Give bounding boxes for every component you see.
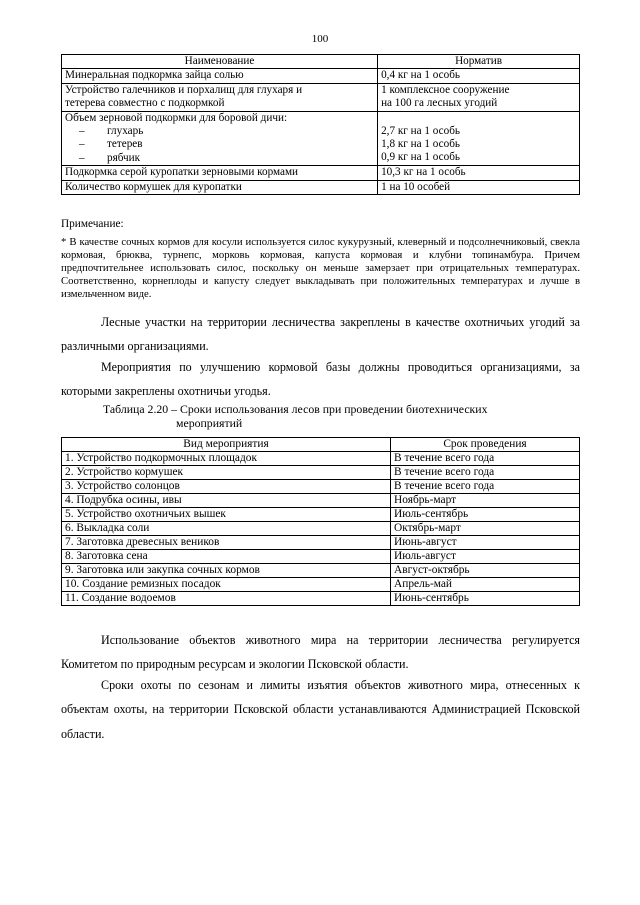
table-cell: 11. Создание водоемов bbox=[62, 592, 391, 606]
table-row bbox=[62, 83, 580, 111]
table-cell: 10,3 кг на 1 особь bbox=[378, 166, 580, 180]
table-row bbox=[62, 166, 580, 180]
table-cell: 0,4 кг на 1 особь bbox=[378, 69, 580, 83]
table-row bbox=[62, 180, 580, 194]
table-cell: Минеральная подкормка зайца солью bbox=[62, 69, 378, 83]
caption-line: мероприятий bbox=[176, 415, 243, 430]
table-cell: 6. Выкладка соли bbox=[62, 522, 391, 536]
table-cell bbox=[378, 83, 580, 111]
page-number: 100 bbox=[311, 33, 329, 45]
table-cell: Июль-август bbox=[391, 550, 580, 564]
table-cell: Количество кормушек для куропатки bbox=[62, 180, 378, 194]
cell-line: Объем зерновой подкормки для боровой дичи: bbox=[65, 111, 288, 124]
table-cell: В течение всего года bbox=[391, 466, 580, 480]
table-cell: В течение всего года bbox=[391, 480, 580, 494]
table-row bbox=[62, 452, 580, 466]
table-cell: Июнь-сентябрь bbox=[391, 592, 580, 606]
table-row bbox=[62, 578, 580, 592]
biotechnical-schedule-table bbox=[61, 437, 580, 606]
table-row bbox=[62, 564, 580, 578]
sub-item: – тетерев bbox=[65, 138, 374, 151]
paragraph: Сроки охоты по сезонам и лимиты изъятия объектов животного мира, отнесенных к объектам охоты, на территории Псковской области устанавливаются Администрацией Псковской области. bbox=[61, 678, 580, 741]
table-row bbox=[62, 592, 580, 606]
cell-line: 2,7 кг на 1 особь bbox=[381, 124, 461, 137]
table-cell: 9. Заготовка или закупка сочных кормов bbox=[62, 564, 391, 578]
paragraph: Лесные участки на территории лесничества закреплены в качестве охотничьих угодий за различными организациями. bbox=[61, 315, 580, 354]
table-cell: Июль-сентябрь bbox=[391, 508, 580, 522]
table-cell: 1. Устройство подкормочных площадок bbox=[62, 452, 391, 466]
table-row bbox=[62, 111, 580, 166]
column-header: Норматив bbox=[378, 55, 580, 69]
cell-line: 0,9 кг на 1 особь bbox=[381, 151, 461, 164]
table-cell: Октябрь-март bbox=[391, 522, 580, 536]
table-cell bbox=[62, 111, 378, 166]
table-row bbox=[62, 480, 580, 494]
cell-line: на 100 га лесных угодий bbox=[381, 97, 498, 110]
table-row bbox=[62, 550, 580, 564]
table-cell bbox=[378, 111, 580, 166]
table-row bbox=[62, 69, 580, 83]
table-header-row bbox=[62, 55, 580, 69]
table-cell: Ноябрь-март bbox=[391, 494, 580, 508]
paragraph: Использование объектов животного мира на территории лесничества регулируется Комитетом по природным ресурсам и экологии Псковской области. bbox=[61, 633, 580, 672]
table-cell: Июнь-август bbox=[391, 536, 580, 550]
table-cell: 10. Создание ремизных посадок bbox=[62, 578, 391, 592]
table-row bbox=[62, 536, 580, 550]
table-cell: 8. Заготовка сена bbox=[62, 550, 391, 564]
table-cell: 7. Заготовка древесных веников bbox=[62, 536, 391, 550]
table-row bbox=[62, 466, 580, 480]
table-row bbox=[62, 508, 580, 522]
sub-item: – глухарь bbox=[65, 125, 374, 138]
cell-line: Устройство галечников и порхалищ для глухаря и bbox=[65, 83, 303, 96]
cell-line: 1,8 кг на 1 особь bbox=[381, 138, 461, 151]
paragraph: Мероприятия по улучшению кормовой базы должны проводиться организациями, за которыми закреплены охотничьи угодья. bbox=[61, 360, 580, 399]
note-text: * В качестве сочных кормов для косули используется силос кукурузный, клеверный и подсолнечниковый, свекла кормовая, брюква, турнепс, морковь кормовая, капуста кормовая и клубни топинамбура. Причем предпочтительнее использовать силос, поскольку он меньше замерзает при отрицательных температурах. Соответственно, корнеплоды и капусту следует выкладывать при положительных температурах и лучше в измельченном виде. bbox=[61, 236, 580, 301]
column-header: Наименование bbox=[62, 55, 378, 69]
table-cell: Подкормка серой куропатки зерновыми кормами bbox=[62, 166, 378, 180]
table-cell: 5. Устройство охотничьих вышек bbox=[62, 508, 391, 522]
cell-line: тетерева совместно с подкормкой bbox=[65, 97, 225, 110]
table-cell bbox=[62, 83, 378, 111]
table-cell: В течение всего года bbox=[391, 452, 580, 466]
sub-item: – рябчик bbox=[65, 152, 374, 165]
table-cell: 3. Устройство солонцов bbox=[62, 480, 391, 494]
column-header: Срок проведения bbox=[391, 438, 580, 452]
feeding-norms-table bbox=[61, 54, 580, 195]
table-caption bbox=[103, 403, 573, 430]
table-cell: Август-октябрь bbox=[391, 564, 580, 578]
caption-line: Таблица 2.20 – Сроки использования лесов при проведении биотехнических bbox=[103, 402, 488, 416]
table-cell: 4. Подрубка осины, ивы bbox=[62, 494, 391, 508]
table-header-row bbox=[62, 438, 580, 452]
table-cell: 1 на 10 особей bbox=[378, 180, 580, 194]
table-row bbox=[62, 522, 580, 536]
cell-line: 1 комплексное сооружение bbox=[381, 83, 510, 96]
column-header: Вид мероприятия bbox=[62, 438, 391, 452]
table-cell: Апрель-май bbox=[391, 578, 580, 592]
note-label: Примечание: bbox=[61, 218, 124, 230]
table-cell: 2. Устройство кормушек bbox=[62, 466, 391, 480]
table-row bbox=[62, 494, 580, 508]
